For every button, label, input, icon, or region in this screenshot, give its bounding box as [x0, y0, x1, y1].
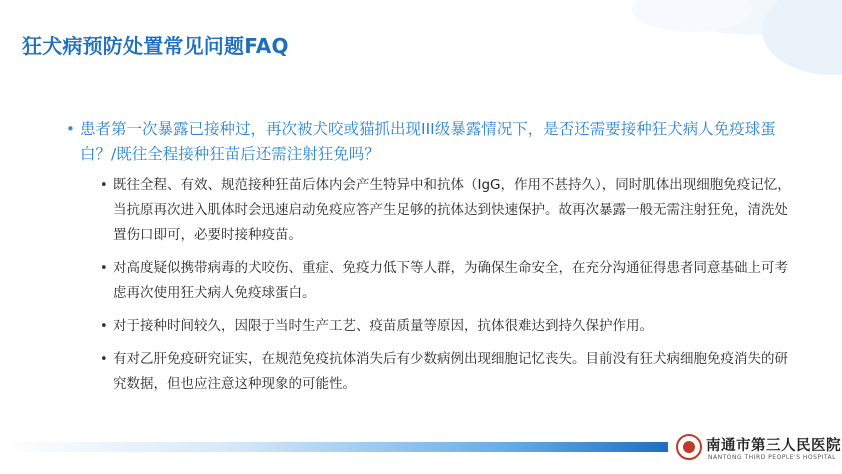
- question-text: 患者第一次暴露已接种过，再次被犬咬或猫抓出现III级暴露情况下，是否还需要接种狂犬病人免疫球蛋白？/既往全程接种狂苗后还需注射狂免吗？: [80, 120, 776, 163]
- hospital-seal-icon: [676, 434, 702, 460]
- hospital-logo: [676, 432, 841, 466]
- hospital-name-en: NANTONG THIRD PEOPLE'S HOSPITAL: [708, 454, 836, 461]
- header-decoration: [512, 0, 842, 80]
- answer-bullet: •: [100, 178, 108, 193]
- answer-text: 既往全程、有效、规范接种狂苗后体内会产生特异中和抗体（IgG，作用不甚持久），同时肌体出现细胞免疫记忆，当抗原再次进入肌体时会迅速启动免疫应答产生足够的抗体达到快速保护。故再次暴露一般无需注射狂免，清洗处置伤口即可，必要时接种疫苗。: [113, 177, 791, 243]
- answer-item: [100, 347, 796, 397]
- answer-list: [66, 173, 796, 397]
- faq-content: [66, 117, 796, 405]
- answer-item: [100, 173, 796, 248]
- answer-item: [100, 256, 796, 306]
- answer-item: [100, 314, 796, 339]
- page-title: 狂犬病预防处置常见问题FAQ: [22, 34, 289, 58]
- answer-text: 对高度疑似携带病毒的犬咬伤、重症、免疫力低下等人群，为确保生命安全，在充分沟通征得患者同意基础上可考虑再次使用狂犬病人免疫球蛋白。: [113, 260, 788, 301]
- faq-question: [66, 117, 796, 167]
- answer-bullet: •: [100, 261, 108, 276]
- answer-bullet: •: [100, 352, 108, 367]
- answer-bullet: •: [100, 319, 108, 334]
- question-bullet: •: [66, 120, 75, 138]
- hospital-name: 南通市第三人民医院: [706, 437, 841, 454]
- answer-text: 对于接种时间较久，因限于当时生产工艺、疫苗质量等原因，抗体很难达到持久保护作用。: [113, 318, 653, 334]
- footer-accent-bar: [0, 442, 668, 452]
- answer-text: 有对乙肝免疫研究证实，在规范免疫抗体消失后有少数病例出现细胞记忆丧失。目前没有狂犬病细胞免疫消失的研究数据，但也应注意这种现象的可能性。: [113, 351, 788, 392]
